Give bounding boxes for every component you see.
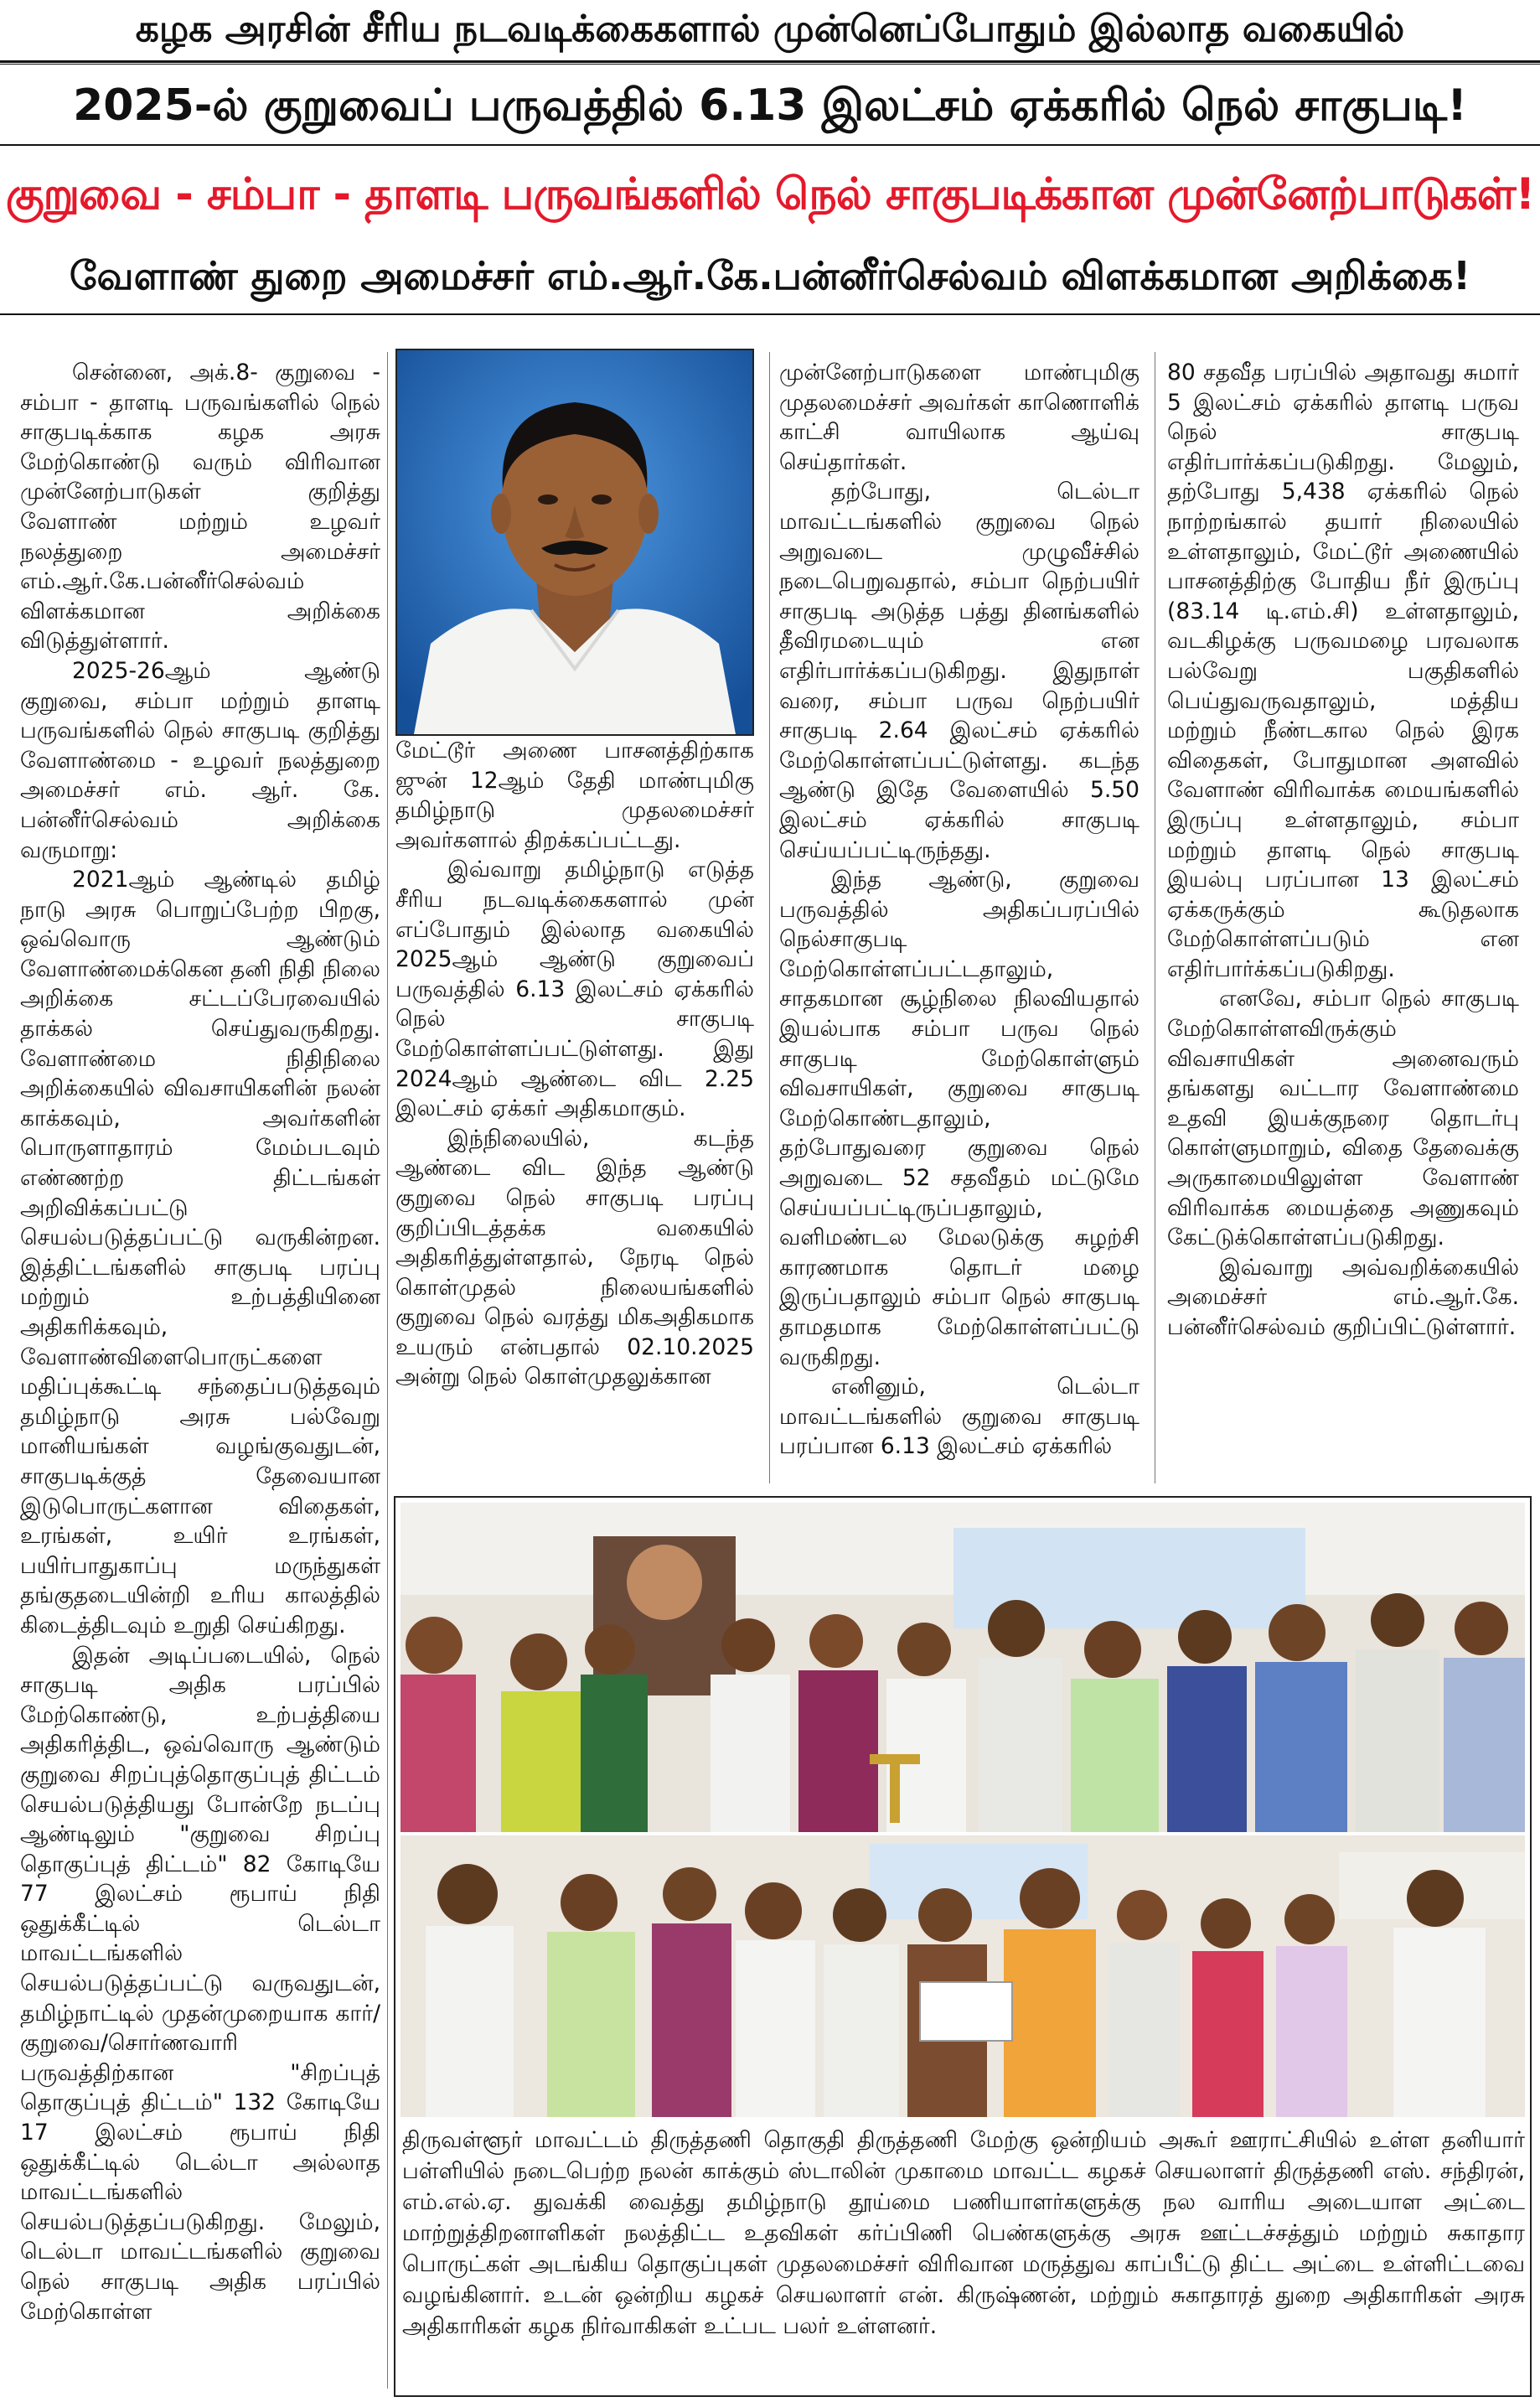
- paragraph: சென்னை, அக்.8- குறுவை - சம்பா - தாளடி பருவங்களில் நெல் சாகுபடிக்காக கழக அரசு மேற்கொண்டு வரும் விரிவான முன்னேற்பாடுகள் குறித்து வேளாண் மற்றும் உழவர் நலத்துறை அமைச்சர் எம்.ஆர்.கே.பன்னீர்செல்வம் விளக்கமான அறிக்கை விடுத்துள்ளார்.: [20, 360, 380, 655]
- paragraph: இவ்வாறு அவ்வறிக்கையில் அமைச்சர் எம்.ஆர்.கே. பன்னீர்செல்வம் குறிப்பிட்டுள்ளார்.: [1167, 1254, 1519, 1340]
- paragraph: 80 சதவீத பரப்பில் அதாவது சுமார் 5 இலட்சம் ஏக்கரில் தாளடி பருவ நெல் சாகுபடி எதிர்பார்க்கப்படுகிறது. மேலும், தற்போது 5,438 ஏக்கரில் நெல் நாற்றங்கால் தயார் நிலையில் உள்ளதாலும், மேட்டூர் அணையில் பாசனத்திற்கு போதிய நீர் இருப்பு (83.14 டி.எம்.சி) உள்ளதாலும், வடகிழக்கு பருவமழை பரவலாக பல்வேறு பகுதிகளில் பெய்துவருவதாலும், மத்திய மற்றும் நீண்டகால நெல் இரக விதைகள், போதுமான அளவில் வேளாண் விரிவாக்க மையங்களில் இருப்பு உள்ளதாலும், சம்பா மற்றும் தாளடி நெல் சாகுபடி இயல்பு பரப்பான 13 இலட்சம் ஏக்கருக்கும் கூடுதலாக மேற்கொள்ளப்படும் என எதிர்பார்க்கப்படுகிறது.: [1167, 360, 1519, 982]
- paragraph: 2025-26ஆம் ஆண்டு குறுவை, சம்பா மற்றும் தாளடி பருவங்களில் நெல் சாகுபடி குறித்து வேளாண்மை - உழவர் நலத்துறை அமைச்சர் எம். ஆர். கே. பன்னீர்செல்வம் அறிக்கை வருமாறு:: [20, 657, 380, 863]
- paragraph: மேட்டூர் அணை பாசனத்திற்காக ஜுன் 12ஆம் தேதி மாண்புமிகு தமிழ்நாடு முதலமைச்சர் அவர்களால் திறக்கப்பட்டது.: [395, 738, 754, 853]
- paragraph: இந்நிலையில், கடந்த ஆண்டை விட இந்த ஆண்டு குறுவை நெல் சாகுபடி பரப்பு குறிப்பிடத்தக்க வகையில் அதிகரித்துள்ளதால், நேரடி நெல் கொள்முதல் நிலையங்களில் குறுவை நெல் வரத்து மிகஅதிகமாக உயரும் என்பதால் 02.10.2025 அன்று நெல் கொள்முதலுக்கான: [395, 1125, 754, 1390]
- column-divider: [769, 352, 770, 1483]
- paragraph: எனினும், டெல்டா மாவட்டங்களில் குறுவை சாகுபடி பரப்பான 6.13 இலட்சம் ஏக்கரில்: [779, 1374, 1139, 1460]
- paragraph: இதன் அடிப்படையில், நெல் சாகுபடி அதிக பரப்பில் மேற்கொண்டு, உற்பத்தியை அதிகரித்திட, ஒவ்வொரு ஆண்டும் குறுவை சிறப்புத்தொகுப்புத் திட்டம் செயல்படுத்தியது போன்றே நடப்பு ஆண்டிலும் "குறுவை சிறப்பு தொகுப்புத் திட்டம்" 82 கோடியே 77 இலட்சம் ரூபாய் நிதி ஒதுக்கீட்டில் டெல்டா மாவட்டங்களில் செயல்படுத்தப்பட்டு வருவதுடன், தமிழ்நாட்டில் முதன்முறையாக கார்/குறுவை/சொர்ணவாரி பருவத்திற்கான "சிறப்புத் தொகுப்புத் திட்டம்" 132 கோடியே 17 இலட்சம் ரூபாய் நிதி ஒதுக்கீட்டில் டெல்டா அல்லாத மாவட்டங்களில் செயல்படுத்தப்படுகிறது. மேலும், டெல்டா மாவட்டங்களில் குறுவை நெல் சாகுபடி அதிக பரப்பில் மேற்கொள்ள: [20, 1642, 380, 2325]
- article-column-3: [779, 358, 1139, 1462]
- rule-mid: [0, 144, 1540, 146]
- paragraph: இவ்வாறு தமிழ்நாடு எடுத்த சீரிய நடவடிக்கைகளால் முன் எப்போதும் இல்லாத வகையில் 2025ஆம் ஆண்டு குறுவைப் பருவத்தில் 6.13 இலட்சம் ஏக்கரில் நெல் சாகுபடி மேற்கொள்ளப்பட்டுள்ளது. இது 2024ஆம் ஆண்டை விட 2.25 இலட்சம் ஏக்கர் அதிகமாகும்.: [395, 857, 754, 1122]
- column-divider: [387, 352, 388, 2389]
- rule-top-thin: [0, 64, 1540, 65]
- minister-portrait: [395, 349, 754, 736]
- rule-top: [0, 60, 1540, 63]
- photo-caption: திருவள்ளூர் மாவட்டம் திருத்தணி தொகுதி திருத்தணி மேற்கு ஒன்றியம் அகூர் ஊராட்சியில் உள்ள தனியார் பள்ளியில் நடைபெற்ற நலன் காக்கும் ஸ்டாலின் முகாமை மாவட்ட கழகச் செயலாளர் திருத்தணி எஸ். சந்திரன், எம்.எல்.ஏ. துவக்கி வைத்து தமிழ்நாடு தூய்மை பணியாளர்களுக்கு நல வாரிய அடையாள அட்டை மாற்றுத்திறனாளிகள் நலத்திட்ட உதவிகள் கர்ப்பிணி பெண்களுக்கு அரசு ஊட்டச்சத்தும் மற்றும் சுகாதார பொருட்கள் அடங்கிய தொகுப்புகள் முதலமைச்சர் விரிவான மருத்துவ காப்பீட்டு திட்ட அட்டை உள்ளிட்டவை வழங்கினார். உடன் ஒன்றிய கழகச் செயலாளர் என். கிருஷ்ணன், மற்றும் சுகாதாரத் துறை அதிகாரிகள் அரசு அதிகாரிகள் கழக நிர்வாகிகள் உட்பட பலர் உள்ளனர்.: [402, 2127, 1525, 2339]
- paragraph: 2021ஆம் ஆண்டில் தமிழ் நாடு அரசு பொறுப்பேற்ற பிறகு, ஒவ்வொரு ஆண்டும் வேளாண்மைக்கென தனி நிதி நிலை அறிக்கை சட்டப்பேரவையில் தாக்கல் செய்துவருகிறது. வேளாண்மை நிதிநிலை அறிக்கையில் விவசாயிகளின் நலன் காக்கவும், அவர்களின் பொருளாதாரம் மேம்படவும் எண்ணற்ற திட்டங்கள் அறிவிக்கப்பட்டு செயல்படுத்தப்பட்டு வருகின்றன. இத்திட்டங்களில் சாகுபடி பரப்பு மற்றும் உற்பத்தியினை அதிகரிக்கவும், வேளாண்விளைபொருட்களை மதிப்புக்கூட்டி சந்தைப்படுத்தவும் தமிழ்நாடு அரசு பல்வேறு மானியங்கள் வழங்குவதுடன், சாகுபடிக்குத் தேவையான இடுபொருட்களான விதைகள், உரங்கள், உயிர் உரங்கள், பயிர்பாதுகாப்பு மருந்துகள் தங்குதடையின்றி உரிய காலத்தில் கிடைத்திடவும் உறுதி செய்கிறது.: [20, 867, 380, 1638]
- article-column-2: [395, 736, 754, 1392]
- paragraph: முன்னேற்பாடுகளை மாண்புமிகு முதலமைச்சர் அவர்கள் காணொளிக் காட்சி வாயிலாக ஆய்வு செய்தார்கள்.: [779, 360, 1139, 475]
- paragraph: எனவே, சம்பா நெல் சாகுபடி மேற்கொள்ளவிருக்கும் விவசாயிகள் அனைவரும் தங்களது வட்டார வேளாண்மை உதவி இயக்குநரை தொடர்பு கொள்ளுமாறும், விதை தேவைக்கு அருகாமையிலுள்ள வேளாண் விரிவாக்க மையத்தை அணுகவும் கேட்டுக்கொள்ளப்படுகிறது.: [1167, 986, 1519, 1251]
- rule-under-sub: [0, 313, 1540, 315]
- paragraph: தற்போது, டெல்டா மாவட்டங்களில் குறுவை நெல் அறுவடை முழுவீச்சில் நடைபெறுவதால், சம்பா நெற்பயிர் சாகுபடி அடுத்த பத்து தினங்களில் தீவிரமடையும் என எதிர்பார்க்கப்படுகிறது. இதுநாள் வரை, சம்பா பருவ நெற்பயிர் சாகுபடி 2.64 இலட்சம் ஏக்கரில் மேற்கொள்ளப்பட்டுள்ளது. கடந்த ஆண்டு இதே வேளையில் 5.50 இலட்சம் ஏக்கரில் சாகுபடி செய்யப்பட்டிருந்தது.: [779, 479, 1139, 863]
- red-headline: குறுவை - சம்பா - தாளடி பருவங்களில் நெல் சாகுபடிக்கான முன்னேற்பாடுகள்!: [5, 169, 1535, 220]
- event-photo-certificate-handover: [401, 1835, 1525, 2117]
- event-photo-box: [394, 1496, 1532, 2397]
- event-photo-lamp-lighting: [401, 1503, 1525, 1832]
- subheadline: வேளாண் துறை அமைச்சர் எம்.ஆர்.கே.பன்னீர்செல்வம் விளக்கமான அறிக்கை!: [69, 253, 1471, 298]
- kicker-headline: கழக அரசின் சீரிய நடவடிக்கைகளால் முன்னெப்போதும் இல்லாத வகையில்: [135, 8, 1405, 50]
- article-column-4: [1167, 358, 1519, 1343]
- article-column-1: [20, 358, 380, 2327]
- paragraph: இந்த ஆண்டு, குறுவை பருவத்தில் அதிகப்பரப்பில் நெல்சாகுபடி மேற்கொள்ளப்பட்டதாலும், சாதகமான சூழ்நிலை நிலவியதால் இயல்பாக சம்பா பருவ நெல் சாகுபடி மேற்கொள்ளும் விவசாயிகள், குறுவை சாகுபடி மேற்கொண்டதாலும், தற்போதுவரை குறுவை நெல் அறுவடை 52 சதவீதம் மட்டுமே செய்யப்பட்டிருப்பதாலும், வளிமண்டல மேலடுக்கு சுழற்சி காரணமாக தொடர் மழை இருப்பதாலும் சம்பா நெல் சாகுபடி தாமதமாக மேற்கொள்ளப்பட்டு வருகிறது.: [779, 867, 1139, 1370]
- main-headline: 2025-ல் குறுவைப் பருவத்தில் 6.13 இலட்சம் ஏக்கரில் நெல் சாகுபடி!: [73, 80, 1467, 131]
